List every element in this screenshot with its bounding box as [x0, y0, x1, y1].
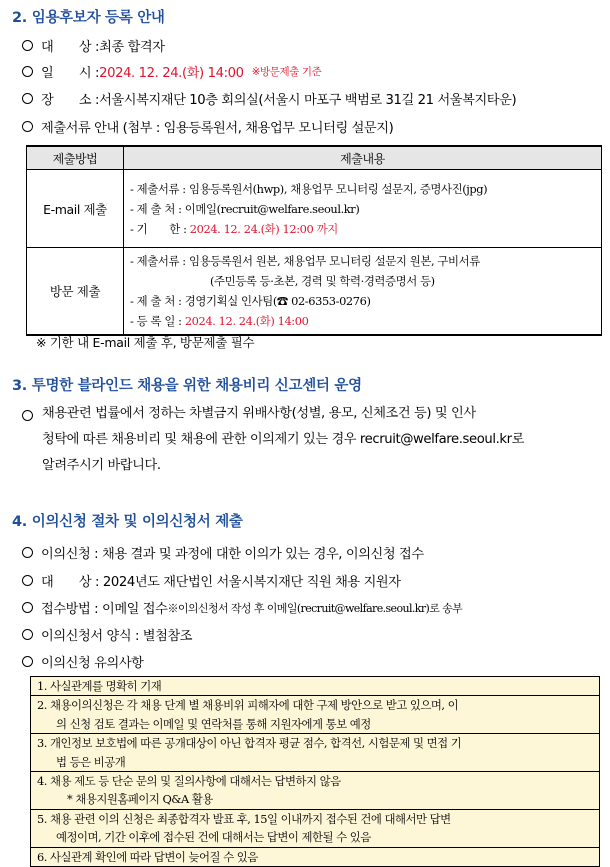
method-visit: 방문 제출 [27, 248, 124, 336]
note-1-line-1: 1. 사실관계를 명확히 기재 [37, 679, 162, 693]
date-note: ※방문제출 기준 [251, 66, 322, 78]
appeal-form-text: 이의신청서 양식 : 별첨참조 [41, 629, 193, 644]
note-item-1 [31, 677, 599, 696]
circle-bullet-icon [22, 410, 33, 421]
circle-bullet-icon [22, 602, 33, 613]
visit-line-docs-detail: (주민등록 등·초본, 경력 및 학력·경력증명서 등) [210, 274, 435, 288]
appeal-row [22, 543, 424, 562]
circle-bullet-icon [22, 121, 33, 132]
visit-line-recipient: - 제 출 처 : 경영기획실 인사팀(☎ 02-6353-0276) [130, 294, 371, 308]
visit-date-value: 2024. 12. 24.(화) 14:00 [184, 314, 309, 328]
place-label: 장 소 : [41, 93, 100, 108]
note-3-line-2: 법 등은 비공개 [56, 754, 126, 769]
section3-title: 3. 투명한 블라인드 채용을 위한 채용비리 신고센터 운영 [12, 378, 362, 394]
circle-bullet-icon [22, 66, 33, 77]
docs-label: 제출서류 안내 (첨부 : 임용등록원서, 채용업무 모니터링 설문지) [41, 121, 394, 136]
appeal-notes-text: 이의신청 유의사항 [41, 656, 144, 671]
note-item-3 [31, 734, 599, 772]
date-value: 2024. 12. 24.(화) 14:00 [99, 66, 244, 81]
report-line-3: 알려주시기 바랍니다. [42, 458, 161, 473]
email-deadline-value: 2024. 12. 24.(화) 12:00 까지 [189, 221, 338, 236]
note-item-6 [31, 848, 599, 866]
header-content: 제출내용 [124, 146, 602, 170]
note-4-line-2: * 채용지원홈페이지 Q&A 활용 [67, 792, 213, 807]
note-5-line-1: 5. 채용 관련 이의 신청은 최종합격자 발표 후, 15일 이내까지 접수된 건에 대해서만 답변 [37, 811, 451, 826]
circle-bullet-icon [22, 629, 33, 640]
note-item-4 [31, 772, 599, 810]
note-2-line-1: 2. 채용이의신청은 각 채용 단계 별 채용비위 피해자에 대한 구제 방안으로 받고 있으며, 이 [37, 698, 459, 713]
content-email [124, 170, 602, 248]
appeal-target-text: 대 상 : 2024년도 재단법인 서울시복지재단 직원 채용 지원자 [41, 575, 401, 590]
date-label: 일 시 : [41, 66, 100, 81]
section2-title: 2. 임용후보자 등록 안내 [12, 10, 165, 26]
email-line-recipient: - 제 출 처 : 이메일(recruit@welfare.seoul.kr) [130, 201, 360, 216]
target-value: 최종 합격자 [99, 40, 165, 55]
appeal-method-row [22, 598, 462, 617]
circle-bullet-icon [22, 547, 33, 558]
submission-table [26, 145, 602, 336]
note-item-5 [31, 810, 599, 848]
target-label: 대 상 : [41, 40, 100, 55]
report-line-2: 청탁에 따른 채용비리 및 채용에 관한 이의제기 있는 경우 recruit@welfare.seoul.kr로 [42, 432, 525, 447]
note-3-line-1: 3. 개인정보 보호법에 따른 공개대상이 아닌 합격자 평균 점수, 합격선, 시험문제 및 면접 기 [37, 736, 462, 751]
circle-bullet-icon [22, 40, 33, 51]
date-row [22, 62, 321, 81]
content-visit [124, 248, 602, 336]
note-6-line-1: 6. 사실관계 확인에 따라 답변이 늦어질 수 있음 [37, 849, 258, 864]
appeal-notes-row [22, 652, 144, 671]
email-deadline-prefix: - 기 한 : [130, 221, 190, 236]
circle-bullet-icon [22, 93, 33, 104]
note-item-2 [31, 696, 599, 734]
email-line-deadline [130, 219, 595, 239]
place-row [22, 89, 516, 108]
visit-line-docs: - 제출서류 : 임용등록원서 원본, 채용업무 모니터링 설문지 원본, 구비서류 [130, 254, 480, 268]
note-2-line-2: 의 신청 검토 결과는 이메일 및 연락처를 통해 지원자에게 통보 예정 [56, 716, 371, 731]
place-value: 서울시복지재단 10층 회의실(서울시 마포구 백범로 31길 21 서울복지타운) [99, 93, 517, 108]
visit-line-date [130, 311, 595, 331]
table-row-email [27, 170, 602, 248]
circle-bullet-icon [22, 656, 33, 667]
appeal-method-note: ※이의신청서 작성 후 이메일(recruit@welfare.seoul.kr)로 송부 [167, 601, 463, 615]
header-method: 제출방법 [27, 146, 124, 170]
appeal-method-text: 접수방법 : 이메일 접수 [41, 602, 168, 617]
note-5-line-2: 예정이며, 기간 이후에 접수된 건에 대해서는 답변이 제한될 수 있음 [56, 830, 371, 845]
target-row [22, 36, 165, 55]
appeal-form-row [22, 625, 192, 644]
submission-footnote: ※ 기한 내 E-mail 제출 후, 방문제출 필수 [36, 335, 255, 350]
appeal-target-row [22, 571, 401, 590]
method-email: E-mail 제출 [27, 170, 124, 248]
circle-bullet-icon [22, 575, 33, 586]
report-line-1: 채용관련 법률에서 정하는 차별금지 위배사항(성별, 용모, 신체조건 등) 및 인사 [42, 406, 476, 421]
docs-row [22, 117, 393, 136]
appeal-text: 이의신청 : 채용 결과 및 과정에 대한 이의가 있는 경우, 이의신청 접수 [41, 547, 424, 562]
email-line-docs: - 제출서류 : 임용등록원서(hwp), 채용업무 모니터링 설문지, 증명사진(jpg) [130, 181, 488, 196]
section4-title: 4. 이의신청 절차 및 이의신청서 제출 [12, 514, 243, 530]
visit-date-prefix: - 등 록 일 : [130, 314, 185, 328]
table-row-visit [27, 248, 602, 336]
report-center-paragraph [42, 401, 598, 479]
note-4-line-1: 4. 채용 제도 등 단순 문의 및 질의사항에 대해서는 답변하지 않음 [37, 774, 341, 789]
appeal-notes-box [30, 676, 600, 867]
